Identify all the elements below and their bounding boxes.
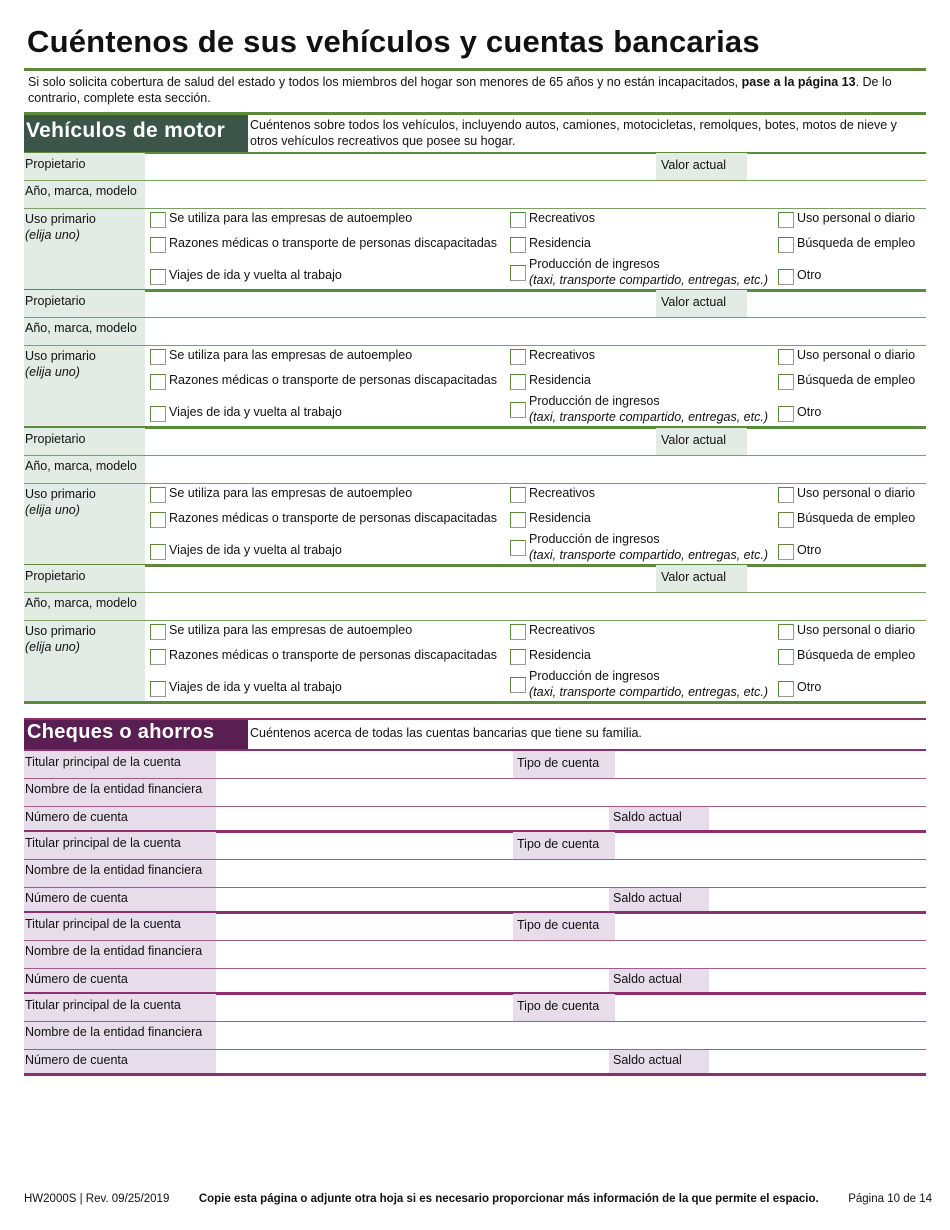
vehicles-section-header: Vehículos de motor	[24, 115, 248, 153]
checkbox-recreational[interactable]: Recreativos	[510, 622, 595, 638]
checkbox-job-search[interactable]: Búsqueda de empleo	[778, 510, 915, 526]
year-make-model-label: Año, marca, modelo	[25, 184, 137, 198]
year-make-model-label: Año, marca, modelo	[25, 596, 137, 610]
row-divider	[24, 859, 926, 860]
checkbox-recreational[interactable]: Recreativos	[510, 210, 595, 226]
owner-label: Propietario	[25, 294, 86, 308]
checkbox-commute[interactable]: Viajes de ida y vuelta al trabajo	[150, 679, 342, 695]
bank-block-divider	[24, 1073, 926, 1076]
vehicle-block	[24, 565, 926, 703]
checkbox-job-search[interactable]: Búsqueda de empleo	[778, 372, 915, 388]
account-number-label: Número de cuenta	[25, 810, 128, 824]
checkbox-other[interactable]: Otro	[778, 267, 821, 283]
footer-note: Copie esta página o adjunte otra hoja si es necesario proporcionar más información de la que permite el espacio.	[198, 1193, 819, 1205]
bank-description: Cuéntenos acerca de todas las cuentas bancarias que tiene su familia.	[250, 726, 642, 740]
current-value-label: Valor actual	[656, 290, 747, 317]
title-divider	[24, 68, 926, 71]
balance-label: Saldo actual	[609, 888, 709, 911]
vehicle-block	[24, 428, 926, 566]
checkbox-recreational[interactable]: Recreativos	[510, 347, 595, 363]
account-holder-label: Titular principal de la cuenta	[25, 917, 181, 931]
institution-label: Nombre de la entidad financiera	[25, 944, 203, 958]
row-divider	[24, 483, 926, 484]
account-type-label: Tipo de cuenta	[513, 832, 615, 859]
owner-label: Propietario	[25, 569, 86, 583]
row-divider	[24, 620, 926, 621]
account-holder-label: Titular principal de la cuenta	[25, 998, 181, 1012]
checkbox-self-employment[interactable]: Se utiliza para las empresas de autoempleo	[150, 485, 412, 501]
primary-use-label: Uso primario (elija uno)	[25, 349, 96, 379]
checkbox-self-employment[interactable]: Se utiliza para las empresas de autoempleo	[150, 622, 412, 638]
vehicle-block	[24, 290, 926, 428]
checkbox-medical[interactable]: Razones médicas o transporte de personas discapacitadas	[150, 372, 497, 388]
account-number-label: Número de cuenta	[25, 972, 128, 986]
balance-label: Saldo actual	[609, 1050, 709, 1073]
current-value-label: Valor actual	[656, 428, 747, 455]
checkbox-medical[interactable]: Razones médicas o transporte de personas discapacitadas	[150, 510, 497, 526]
balance-label: Saldo actual	[609, 969, 709, 992]
checkbox-personal[interactable]: Uso personal o diario	[778, 210, 915, 226]
institution-label: Nombre de la entidad financiera	[25, 863, 203, 877]
checkbox-residence[interactable]: Residencia	[510, 510, 591, 526]
checkbox-residence[interactable]: Residencia	[510, 647, 591, 663]
checkbox-medical[interactable]: Razones médicas o transporte de personas discapacitadas	[150, 235, 497, 251]
checkbox-medical[interactable]: Razones médicas o transporte de personas discapacitadas	[150, 647, 497, 663]
account-type-label: Tipo de cuenta	[513, 913, 615, 940]
bank-account-block	[24, 751, 926, 832]
checkbox-commute[interactable]: Viajes de ida y vuelta al trabajo	[150, 404, 342, 420]
account-holder-label: Titular principal de la cuenta	[25, 755, 181, 769]
row-divider	[24, 208, 926, 209]
checkbox-self-employment[interactable]: Se utiliza para las empresas de autoempleo	[150, 347, 412, 363]
checkbox-residence[interactable]: Residencia	[510, 235, 591, 251]
bank-account-block	[24, 994, 926, 1075]
checkbox-income[interactable]: Producción de ingresos (taxi, transporte compartido, entregas, etc.)	[510, 668, 768, 700]
checkbox-income[interactable]: Producción de ingresos (taxi, transporte compartido, entregas, etc.)	[510, 393, 768, 425]
vehicle-block-divider	[24, 701, 926, 704]
row-divider	[24, 887, 926, 888]
account-type-label: Tipo de cuenta	[513, 751, 615, 778]
checkbox-job-search[interactable]: Búsqueda de empleo	[778, 235, 915, 251]
bank-account-block	[24, 832, 926, 913]
row-divider	[24, 317, 926, 318]
checkbox-job-search[interactable]: Búsqueda de empleo	[778, 647, 915, 663]
account-number-label: Número de cuenta	[25, 891, 128, 905]
checkbox-commute[interactable]: Viajes de ida y vuelta al trabajo	[150, 542, 342, 558]
checkbox-self-employment[interactable]: Se utiliza para las empresas de autoempleo	[150, 210, 412, 226]
row-divider	[24, 180, 926, 181]
row-divider	[24, 940, 926, 941]
checkbox-personal[interactable]: Uso personal o diario	[778, 622, 915, 638]
checkbox-other[interactable]: Otro	[778, 679, 821, 695]
checkbox-commute[interactable]: Viajes de ida y vuelta al trabajo	[150, 267, 342, 283]
page-title: Cuéntenos de sus vehículos y cuentas bancarias	[27, 24, 760, 59]
owner-label: Propietario	[25, 157, 86, 171]
row-divider	[24, 592, 926, 593]
row-divider	[24, 968, 926, 969]
year-make-model-label: Año, marca, modelo	[25, 321, 137, 335]
vehicle-block	[24, 153, 926, 291]
primary-use-label: Uso primario (elija uno)	[25, 212, 96, 242]
intro-text: Si solo solicita cobertura de salud del estado y todos los miembros del hogar son menores de 65 años y no están incapacitados, pase a la página 13. De lo contrario, complete esta sección.	[28, 75, 892, 105]
account-holder-label: Titular principal de la cuenta	[25, 836, 181, 850]
page-footer	[24, 1193, 932, 1205]
balance-label: Saldo actual	[609, 807, 709, 830]
row-divider	[24, 1021, 926, 1022]
institution-label: Nombre de la entidad financiera	[25, 782, 203, 796]
row-divider	[24, 345, 926, 346]
row-divider	[24, 455, 926, 456]
account-number-label: Número de cuenta	[25, 1053, 128, 1067]
page-number: Página 10 de 14	[848, 1193, 932, 1205]
intro-skip-link: pase a la página 13	[741, 75, 856, 89]
checkbox-recreational[interactable]: Recreativos	[510, 485, 595, 501]
row-divider	[24, 778, 926, 779]
checkbox-personal[interactable]: Uso personal o diario	[778, 347, 915, 363]
institution-label: Nombre de la entidad financiera	[25, 1025, 203, 1039]
checkbox-personal[interactable]: Uso personal o diario	[778, 485, 915, 501]
current-value-label: Valor actual	[656, 153, 747, 180]
primary-use-label: Uso primario (elija uno)	[25, 487, 96, 517]
row-divider	[24, 1049, 926, 1050]
checkbox-other[interactable]: Otro	[778, 542, 821, 558]
checkbox-income[interactable]: Producción de ingresos (taxi, transporte compartido, entregas, etc.)	[510, 531, 768, 563]
bank-account-block	[24, 913, 926, 994]
bank-section-header: Cheques o ahorros	[24, 720, 248, 750]
checkbox-residence[interactable]: Residencia	[510, 372, 591, 388]
row-divider	[24, 806, 926, 807]
owner-label: Propietario	[25, 432, 86, 446]
year-make-model-label: Año, marca, modelo	[25, 459, 137, 473]
checkbox-other[interactable]: Otro	[778, 404, 821, 420]
vehicles-description: Cuéntenos sobre todos los vehículos, incluyendo autos, camiones, motocicletas, remolques, botes, motos de nieve y otros vehículos recreativos que posee su hogar.	[250, 118, 897, 148]
form-id: HW2000S | Rev. 09/25/2019	[24, 1193, 170, 1205]
checkbox-income[interactable]: Producción de ingresos (taxi, transporte compartido, entregas, etc.)	[510, 256, 768, 288]
primary-use-label: Uso primario (elija uno)	[25, 624, 96, 654]
current-value-label: Valor actual	[656, 565, 747, 592]
account-type-label: Tipo de cuenta	[513, 994, 615, 1021]
